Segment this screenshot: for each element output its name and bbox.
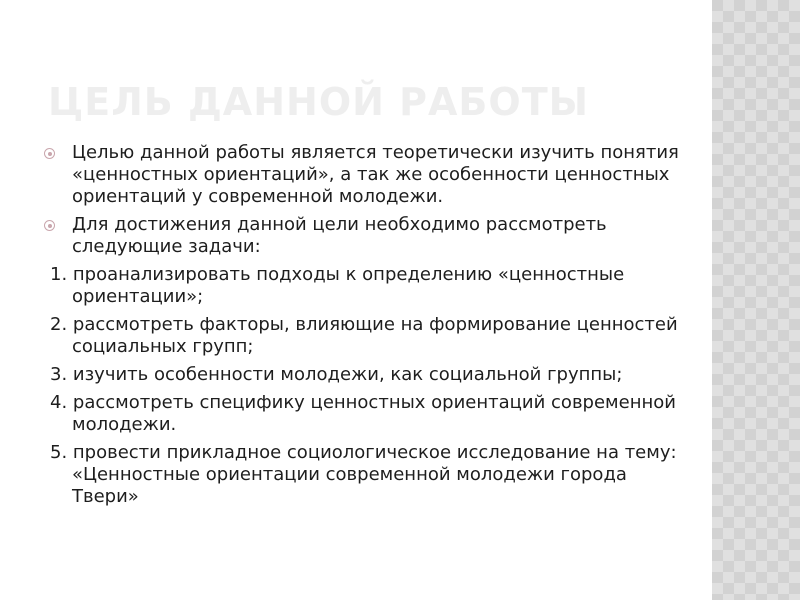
task-item: 2. рассмотреть факторы, влияющие на формирование ценностей социальных групп; <box>50 314 678 357</box>
bullet-text: Целью данной работы является теоретически изучить понятия «ценностных ориентаций», а так же особенности ценностных ориентаций у современной молодежи. <box>72 142 679 207</box>
slide-body <box>40 142 680 514</box>
task-item: 4. рассмотреть специфику ценностных ориентаций современной молодежи. <box>50 392 676 435</box>
bullet-item <box>40 214 680 258</box>
bullet-text: Для достижения данной цели необходимо рассмотреть следующие задачи: <box>72 214 607 257</box>
circle-bullet-icon <box>44 220 55 231</box>
bullet-item <box>40 142 680 208</box>
circle-bullet-icon <box>44 148 55 159</box>
slide-title: ЦЕЛЬ ДАННОЙ РАБОТЫ <box>48 80 589 124</box>
task-item: 3. изучить особенности молодежи, как социальной группы; <box>50 364 623 385</box>
task-item: 5. провести прикладное социологическое исследование на тему: «Ценностные ориентации современной молодежи города Твери» <box>50 442 677 507</box>
task-item: 1. проанализировать подходы к определению «ценностные ориентации»; <box>50 264 625 307</box>
decorative-side-band <box>712 0 800 600</box>
